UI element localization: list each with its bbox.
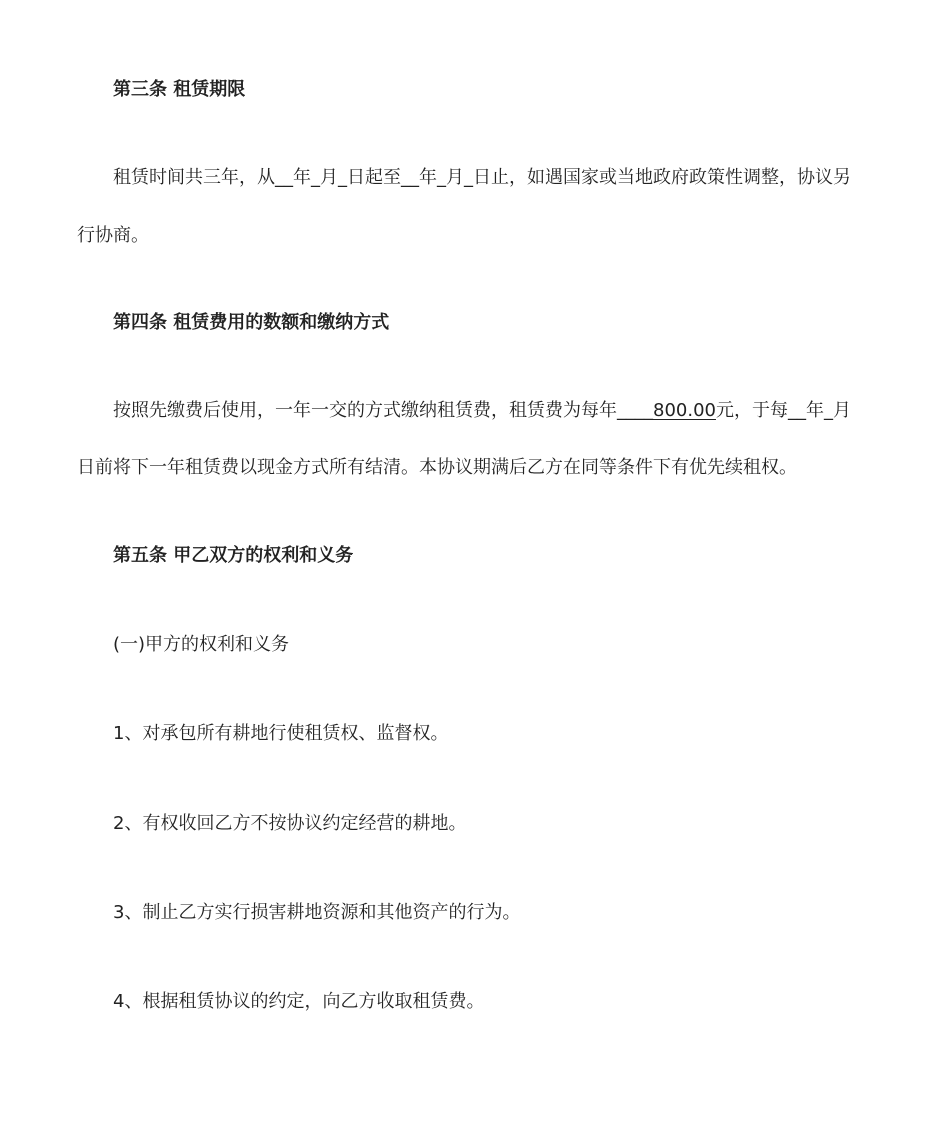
article3-heading: 第三条 租赁期限 — [113, 79, 246, 100]
article5-heading: 第五条 甲乙双方的权利和义务 — [113, 545, 354, 566]
list-item: 1、对承包所有耕地行使租赁权、监督权。 — [113, 723, 449, 744]
article4-body-line1 — [113, 399, 851, 423]
article4-body-line1-post: 元，于每__年_月 — [715, 400, 851, 421]
article4-body-line2: 日前将下一年租赁费以现金方式所有结清。本协议期满后乙方在同等条件下有优先续租权。 — [77, 457, 797, 478]
article5-subheading: (一)甲方的权利和义务 — [113, 634, 290, 655]
article3-body-line1: 租赁时间共三年，从__年_月_日起至__年_月_日止，如遇国家或当地政府政策性调整，协议另 — [113, 167, 851, 188]
article3-body-line2: 行协商。 — [77, 225, 149, 246]
rent-amount: ____800.00 — [617, 400, 716, 421]
list-item: 4、根据租赁协议的约定，向乙方收取租赁费。 — [113, 991, 485, 1012]
article4-heading: 第四条 租赁费用的数额和缴纳方式 — [113, 312, 390, 333]
article4-body-line1-pre: 按照先缴费后使用，一年一交的方式缴纳租赁费，租赁费为每年 — [113, 400, 617, 421]
list-item: 3、制止乙方实行损害耕地资源和其他资产的行为。 — [113, 902, 521, 923]
list-item: 2、有权收回乙方不按协议约定经营的耕地。 — [113, 813, 467, 834]
